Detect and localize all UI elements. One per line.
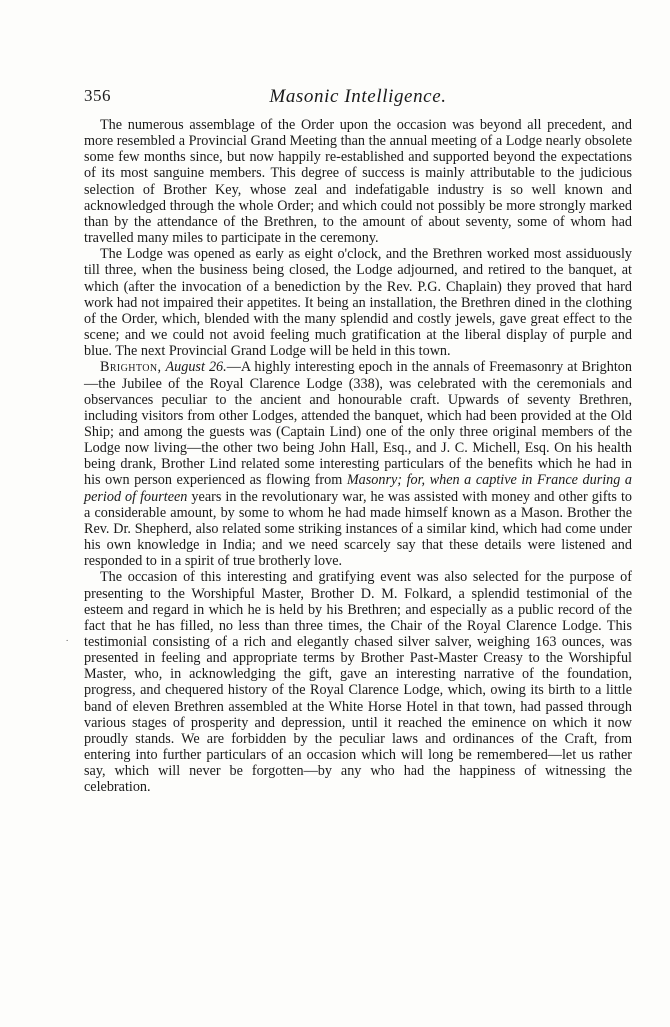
dateline-date: August 26. bbox=[165, 359, 227, 376]
running-title: Masonic Intelligence. bbox=[269, 86, 447, 107]
paragraph-brighton-italic: Masonry; for, when a captive in France during a period of fourteen bbox=[84, 472, 633, 505]
margin-dot: . bbox=[66, 633, 69, 643]
paragraph-brighton bbox=[84, 359, 632, 569]
dateline-place: Brighton, bbox=[100, 359, 162, 376]
paragraph-brighton-text: —A highly interesting epoch in the annals of Freemasonry at Brighton—the Jubilee of the Royal Clarence Lodge (338), was celebrated with the ceremonials and observances peculiar to the ancient and honourable craft. Upwards of seventy Brethren, including visitors from other Lodges, attended the banquet, which had been provided at the Old Ship; and among the guests was (Captain Lind) one of the only three original members of the Lodge now living—the other two being John Hall, Esq., and J. C. Michell, Esq. On his health being drank, Brother Lind related some interesting particulars of the benefits which he had in his own person experienced as flowing from bbox=[84, 359, 632, 489]
page-number: 356 bbox=[84, 86, 111, 105]
paragraph-assemblage: The numerous assemblage of the Order upon the occasion was beyond all precedent, and more resembled a Provincial Grand Meeting than the annual meeting of a Lodge nearly obsolete some few months since, but now happily re-established and supported beyond the expectations of its most sanguine members. This degree of success is mainly attributable to the judicious selection of Brother Key, whose zeal and indefatigable industry is so well known and acknowledged through the whole Order; and which could not possibly be more strongly marked than by the attendance of the Brethren, to the amount of about seventy, some of whom had travelled many miles to participate in the ceremony. bbox=[84, 117, 632, 247]
paragraph-lodge-opened: The Lodge was opened as early as eight o'clock, and the Brethren worked most assiduously till three, when the business being closed, the Lodge adjourned, and retired to the banquet, at which (after the invocation of a benediction by the Rev. P.G. Chaplain) they proved that hard work had not impaired their appetites. It being an installation, the Brethren dined in the clothing of the Order, which, blended with the many splendid and costly jewels, gave great effect to the scene; and we could not avoid feeling much gratification at the liberal display of purple and blue. The next Provincial Grand Lodge will be held in this town. bbox=[84, 246, 632, 360]
paragraph-testimonial: The occasion of this interesting and gratifying event was also selected for the purpose of presenting to the Worshipful Master, Brother D. M. Folkard, a splendid testimonial of the esteem and regard in which he is held by his Brethren; and especially as a public record of the fact that he has filled, no less than three times, the Chair of the Royal Clarence Lodge. This testimonial consisting of a rich and elegantly chased silver salver, weighing 163 ounces, was presented in feeling and appropriate terms by Brother Past-Master Creasy to the Worshipful Master, who, in acknowledging the gift, gave an interesting narrative of the foundation, progress, and chequered history of the Royal Clarence Lodge, which, owing its birth to a little band of eleven Brethren assembled at the White Horse Hotel in that town, had passed through various stages of prosperity and depression, until it reached the eminence on which it now proudly stands. We are forbidden by the peculiar laws and ordinances of the Craft, from entering into further particulars of an occasion which will long be remembered—let us rather say, which will never be forgotten—by any who had the happiness of witnessing the celebration. bbox=[84, 569, 632, 796]
paragraph-brighton-text-after: years in the revolutionary war, he was assisted with money and other gifts to a considerable amount, by some to whom he had made himself known as a Mason. Brother the Rev. Dr. Shepherd, also related some striking instances of a similar kind, which had come under his own knowledge in India; and we need scarcely say that these details were listened and responded to in a spirit of true brotherly love. bbox=[84, 488, 632, 570]
article-body bbox=[84, 117, 632, 796]
page-header bbox=[84, 86, 632, 112]
